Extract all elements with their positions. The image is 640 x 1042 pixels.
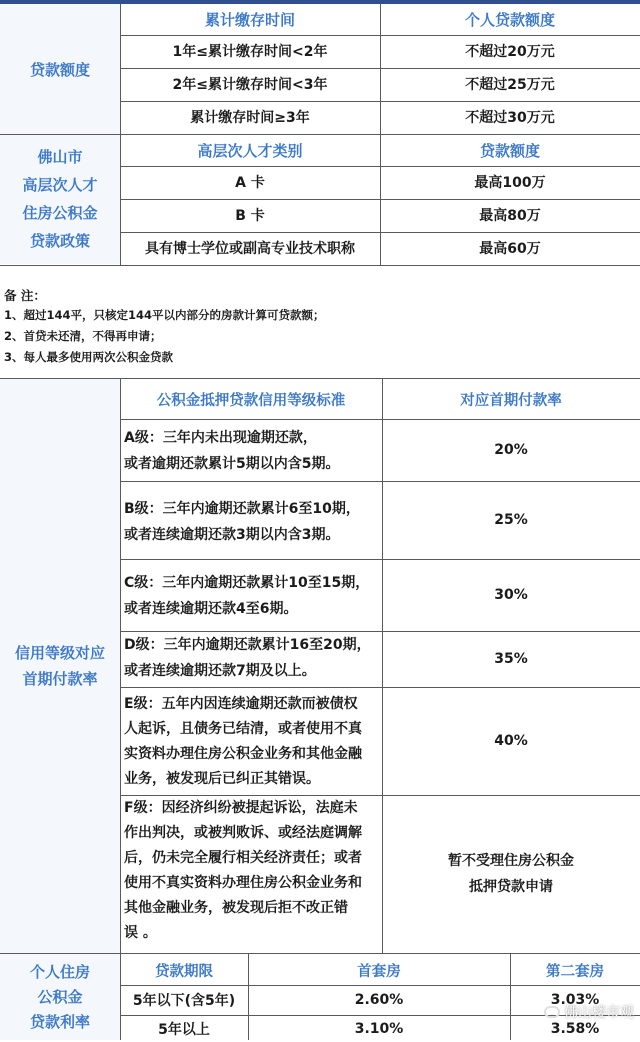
talent-side-label: 佛山市 高层次人才 住房公积金 贷款政策 <box>22 148 98 250</box>
loan-amount-row-1-time: 1年≤累计缴存时间<2年 <box>172 44 328 60</box>
credit-grade-c-rate: 30% <box>494 587 528 603</box>
credit-grade-b-rate: 25% <box>494 512 528 528</box>
talent-row-1-amount: 最高100万 <box>474 175 546 191</box>
credit-grade-e-text: E级：五年内因连续逾期还款而被债权 人起诉，且债务已结清，或者使用不真 实资料办理住房公积金业务和其他金融 业务，被发现后已纠正其错误。 <box>124 696 362 787</box>
rate-row-2-term: 5年以上 <box>158 1022 210 1038</box>
credit-grade-a-text: A级：三年内未出现逾期还款， 或者逾期还款累计5期以内含5期。 <box>124 430 340 472</box>
talent-header-amount: 贷款额度 <box>479 141 540 160</box>
rate-header-term: 贷款期限 <box>155 963 213 980</box>
loan-amount-side-label: 贷款额度 <box>29 60 90 79</box>
credit-side-label: 信用等级对应 首期付款率 <box>14 644 105 688</box>
loan-amount-row-2-time: 2年≤累计缴存时间<3年 <box>172 77 328 93</box>
rate-header-second-home: 第二套房 <box>546 963 604 980</box>
credit-header-standard: 公积金抵押贷款信用等级标准 <box>156 392 346 409</box>
watermark-text: 佛山楼市观 <box>564 1005 634 1021</box>
credit-grade-e-rate: 40% <box>494 733 528 749</box>
rate-side-label: 个人住房 公积金 贷款利率 <box>29 962 90 1031</box>
rate-row-2-first: 3.10% <box>354 1021 404 1037</box>
notes-item-2: 2、首贷未还清，不得再申请； <box>4 329 162 343</box>
credit-grade-a-rate: 20% <box>494 442 528 458</box>
loan-amount-row-3-time: 累计缴存时间≥3年 <box>190 110 310 126</box>
credit-grade-d-rate: 35% <box>494 651 528 667</box>
credit-header-rate: 对应首期付款率 <box>460 392 562 409</box>
credit-grade-f-rate: 暂不受理住房公积金 抵押贷款申请 <box>448 853 574 895</box>
notes-item-3: 3、每人最多使用两次公积金贷款 <box>4 350 173 364</box>
talent-header-category: 高层次人才类别 <box>197 141 303 160</box>
rate-header-first-home: 首套房 <box>357 963 401 980</box>
credit-grade-f-text: F级：因经济纠纷被提起诉讼，法庭未 作出判决，或被判败诉、或经法庭调解 后，仍未完全履行相关经济责任；或者 使用不真实资料办理住房公积金业务和 其他金融业务，被发现后拒不改正错 误 。 <box>124 800 362 941</box>
rate-row-1-term: 5年以下(含5年) <box>132 993 236 1009</box>
talent-row-2-category: B 卡 <box>235 208 265 224</box>
loan-amount-header-time: 累计缴存时间 <box>204 10 295 29</box>
watermark <box>544 1002 634 1022</box>
talent-row-3-category: 具有博士学位或副高专业技术职称 <box>145 241 355 257</box>
credit-grade-d-text: D级：三年内逾期还款累计16至20期， 或者连续逾期还款7期及以上。 <box>124 637 371 679</box>
talent-row-2-amount: 最高80万 <box>479 208 541 224</box>
loan-amount-row-1-amount: 不超过20万元 <box>465 44 555 60</box>
talent-row-1-category: A 卡 <box>235 175 265 191</box>
credit-grade-b-text: B级：三年内逾期还款累计6至10期， 或者连续逾期还款3期以内含3期。 <box>124 501 360 543</box>
loan-amount-row-2-amount: 不超过25万元 <box>465 77 555 93</box>
loan-amount-header-amount: 个人贷款额度 <box>464 10 555 29</box>
wechat-icon <box>544 1006 560 1018</box>
notes-title: 备 注： <box>4 288 46 303</box>
rate-row-1-first: 2.60% <box>354 992 404 1008</box>
loan-amount-row-3-amount: 不超过30万元 <box>465 110 555 126</box>
talent-row-3-amount: 最高60万 <box>479 241 541 257</box>
notes-item-1: 1、超过144平，只核定144平以内部分的房款计算可贷款额； <box>4 308 325 322</box>
credit-grade-c-text: C级：三年内逾期还款累计10至15期， 或者连续逾期还款4至6期。 <box>124 575 370 617</box>
rate-row-1-second: 3.03% <box>550 992 600 1008</box>
rate-row-2-second: 3.58% <box>550 1021 600 1037</box>
